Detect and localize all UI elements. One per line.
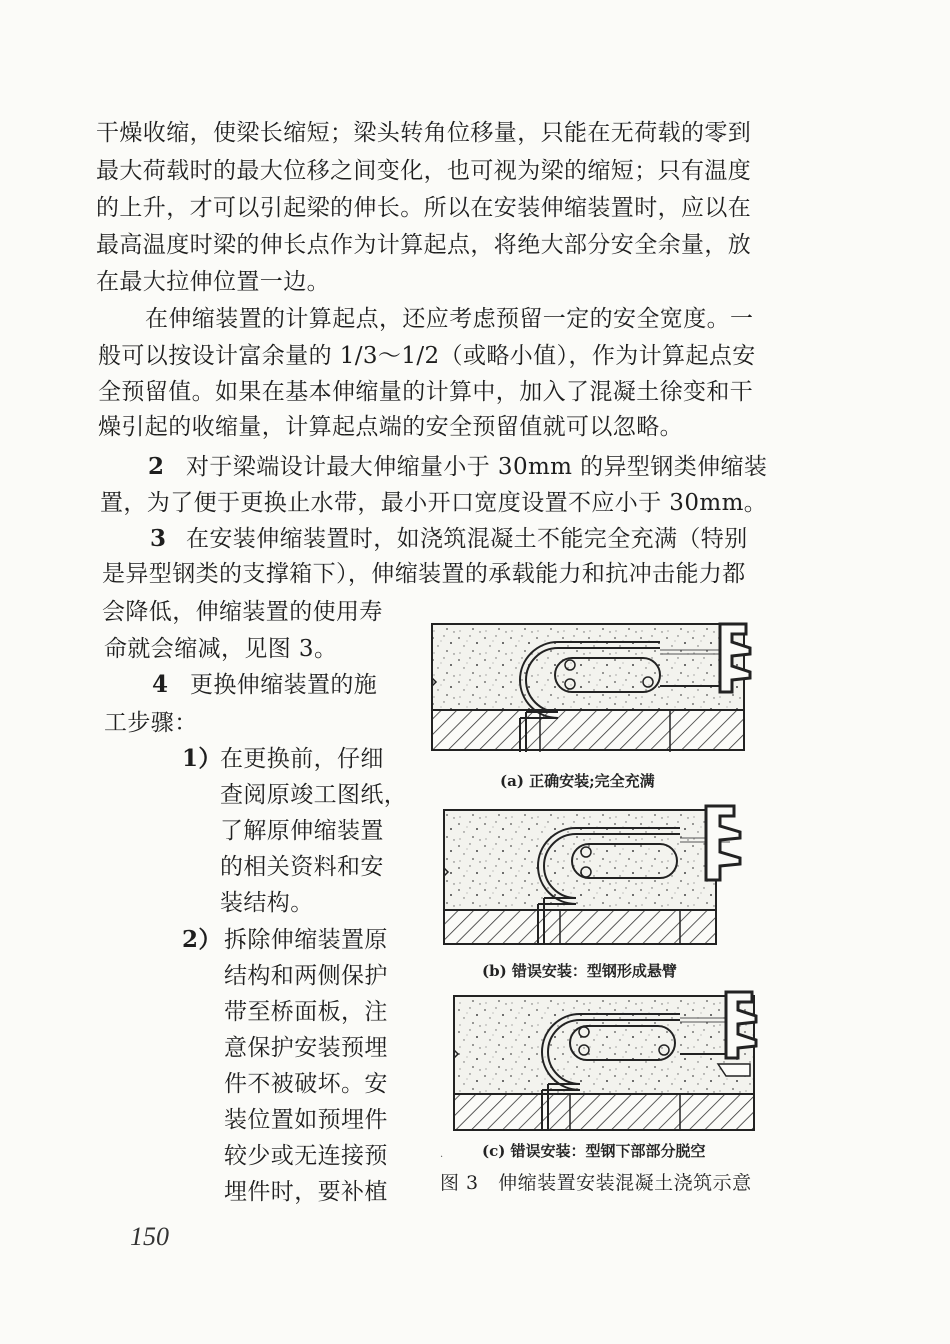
item-number: 2 xyxy=(148,453,165,480)
text-line: 拆除伸缩装置原 xyxy=(224,927,388,953)
figure-b-caption: (b) 错误安装：型钢形成悬臂 xyxy=(482,962,677,980)
text-line: 般可以按设计富余量的 1/3～1/2（或略小值），作为计算起点安 xyxy=(98,343,756,369)
text-line: 最高温度时梁的伸长点作为计算起点，将绝大部分安全余量，放 xyxy=(96,232,752,258)
text-line: 是异型钢类的支撑箱下），伸缩装置的承载能力和抗冲击能力都 xyxy=(102,561,746,587)
text-line: 在伸缩装置的计算起点，还应考虑预留一定的安全宽度。一 xyxy=(145,306,754,332)
text-line: 全预留值。如果在基本伸缩量的计算中，加入了混凝土徐变和干 xyxy=(98,379,754,405)
text-line: 干燥收缩，使梁长缩短；梁头转角位移量，只能在无荷载的零到 xyxy=(96,120,752,146)
text-line: 的上升，才可以引起梁的伸长。所以在安装伸缩装置时，应以在 xyxy=(96,195,752,221)
text-line: 命就会缩减，见图 3。 xyxy=(104,636,338,662)
text-line: 的相关资料和安 xyxy=(220,854,384,880)
figure-b-diagram xyxy=(430,798,760,946)
item-number: 4 xyxy=(152,671,169,698)
text-line: 埋件时，要补植 xyxy=(224,1179,388,1205)
figure-c-diagram xyxy=(430,984,760,1134)
text-line: 带至桥面板，注 xyxy=(224,999,388,1025)
text-line: 在更换前，仔细 xyxy=(220,746,384,772)
page-number: 150 xyxy=(130,1222,169,1251)
figure-c-caption: (c) 错误安装：型钢下部部分脱空 xyxy=(482,1142,706,1160)
text-line: 最大荷载时的最大位移之间变化，也可视为梁的缩短；只有温度 xyxy=(96,158,752,184)
figure-title: 图 3 伸缩装置安装混凝土浇筑示意 xyxy=(440,1172,752,1194)
text-line: 工步骤： xyxy=(104,710,198,736)
text-line: 件不被破坏。安 xyxy=(224,1071,388,1097)
text-line: 装结构。 xyxy=(220,890,314,916)
text-line: 对于梁端设计最大伸缩量小于 30mm 的异型钢类伸缩装 xyxy=(186,454,768,480)
figure-a-diagram xyxy=(430,612,760,757)
text-line: 燥引起的收缩量，计算起点端的安全预留值就可以忽略。 xyxy=(98,414,683,440)
text-line: 了解原伸缩装置 xyxy=(220,818,384,844)
text-line: 结构和两侧保护 xyxy=(224,963,388,989)
text-line: 意保护安装预埋 xyxy=(224,1035,388,1061)
text-line: 查阅原竣工图纸， xyxy=(220,782,408,808)
stray-mark: · xyxy=(440,1152,444,1163)
text-line: 更换伸缩装置的施 xyxy=(190,672,378,698)
figure-a-caption: (a) 正确安装;完全充满 xyxy=(500,772,655,790)
step-number: 2） xyxy=(182,926,222,953)
step-number: 1） xyxy=(182,745,222,772)
text-line: 在最大拉伸位置一边。 xyxy=(96,269,330,295)
text-line: 较少或无连接预 xyxy=(224,1143,388,1169)
text-line: 在安装伸缩装置时，如浇筑混凝土不能完全充满（特别 xyxy=(186,526,748,552)
text-line: 会降低，伸缩装置的使用寿 xyxy=(102,599,383,625)
text-line: 装位置如预埋件 xyxy=(224,1107,388,1133)
item-number: 3 xyxy=(150,525,167,552)
text-line: 置，为了便于更换止水带，最小开口宽度设置不应小于 30mm。 xyxy=(100,490,768,516)
